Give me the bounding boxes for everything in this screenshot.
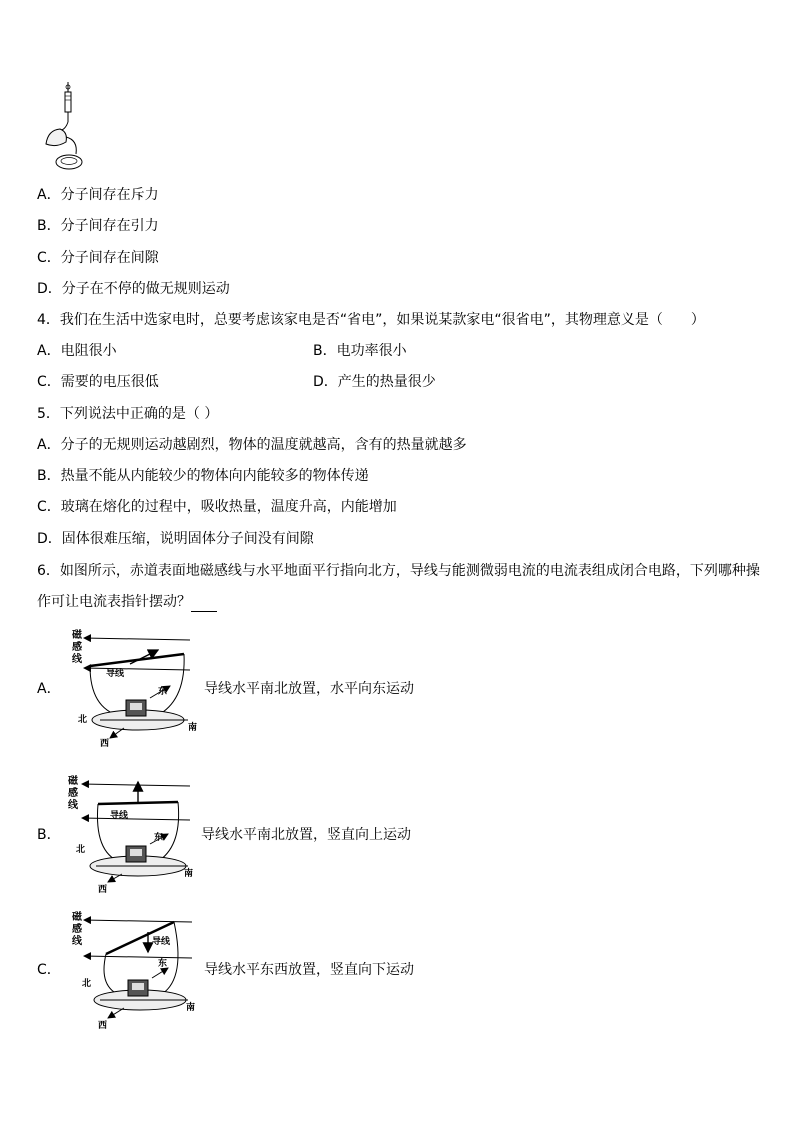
- q4-option-c[interactable]: C．需要的电压很低: [37, 374, 159, 390]
- q3-option-c[interactable]: C．分子间存在间隙: [37, 250, 159, 266]
- q6-figure-c: [62, 908, 202, 1032]
- q6-stem-line1: 6．如图所示，赤道表面地磁感线与水平地面平行指向北方，导线与能测微弱电流的电流表组成闭合电路，下列哪种操: [37, 563, 760, 579]
- field-label-1: 磁: [72, 912, 82, 923]
- east-label: 东: [158, 687, 168, 697]
- south-label: 南: [188, 723, 198, 733]
- q3-figure: [38, 82, 88, 174]
- wire-label: 导线: [152, 937, 171, 947]
- wire-motion-diagram-c: [62, 908, 202, 1032]
- north-label: 北: [78, 715, 88, 725]
- field-label-1: 磁: [68, 776, 78, 787]
- north-label: 北: [76, 845, 86, 855]
- q3-option-b[interactable]: B．分子间存在引力: [37, 218, 159, 234]
- q6-option-a-letter[interactable]: A．: [37, 681, 61, 697]
- q6-figure-a: [60, 628, 202, 750]
- q4-stem: 4．我们在生活中选家电时，总要考虑该家电是否“省电”，如果说某款家电“很省电”，其物理意义是（ ）: [37, 312, 705, 328]
- q6-option-b-letter[interactable]: B．: [37, 827, 61, 843]
- q6-stem-line2: 作可让电流表指针摆动？: [37, 592, 217, 612]
- field-label-2: 感: [68, 788, 78, 799]
- wire-motion-diagram-b: [60, 772, 202, 896]
- field-label-2: 感: [72, 642, 82, 653]
- answer-blank[interactable]: [191, 597, 217, 612]
- q6-option-c-letter[interactable]: C．: [37, 962, 61, 978]
- west-label: 西: [98, 885, 108, 895]
- q6-option-c-text[interactable]: 导线水平东西放置，竖直向下运动: [204, 962, 414, 978]
- field-label-3: 线: [68, 800, 78, 811]
- wire-label: 导线: [106, 669, 125, 679]
- q6-option-a-text[interactable]: 导线水平南北放置，水平向东运动: [204, 681, 414, 697]
- wire-label: 导线: [110, 811, 129, 821]
- field-label-3: 线: [72, 936, 82, 947]
- q6-figure-b: [60, 772, 202, 896]
- east-label: 东: [158, 959, 168, 969]
- south-label: 南: [186, 1003, 196, 1013]
- q4-option-d[interactable]: D．产生的热量很少: [313, 374, 436, 390]
- field-label-1: 磁: [72, 630, 82, 641]
- west-label: 西: [100, 739, 110, 749]
- q5-option-c[interactable]: C．玻璃在熔化的过程中，吸收热量，温度升高，内能增加: [37, 499, 397, 515]
- south-label: 南: [184, 869, 194, 879]
- spring-scale-apparatus: [38, 82, 88, 174]
- q5-stem: 5．下列说法中正确的是（ ）: [37, 406, 219, 422]
- q3-option-a[interactable]: A．分子间存在斥力: [37, 187, 159, 203]
- field-label-2: 感: [72, 924, 82, 935]
- q5-option-b[interactable]: B．热量不能从内能较少的物体向内能较多的物体传递: [37, 468, 369, 484]
- north-label: 北: [82, 979, 92, 989]
- field-label-3: 线: [72, 654, 82, 665]
- q6-option-b-text[interactable]: 导线水平南北放置，竖直向上运动: [201, 827, 411, 843]
- west-label: 西: [98, 1021, 108, 1031]
- q4-option-a[interactable]: A．电阻很小: [37, 343, 117, 359]
- wire-motion-diagram-a: [60, 628, 202, 750]
- q3-option-d[interactable]: D．分子在不停的做无规则运动: [37, 281, 230, 297]
- q4-option-b[interactable]: B．电功率很小: [313, 343, 407, 359]
- q5-option-d[interactable]: D．固体很难压缩，说明固体分子间没有间隙: [37, 531, 314, 547]
- east-label: 东: [154, 833, 164, 843]
- q5-option-a[interactable]: A．分子的无规则运动越剧烈，物体的温度就越高，含有的热量就越多: [37, 437, 467, 453]
